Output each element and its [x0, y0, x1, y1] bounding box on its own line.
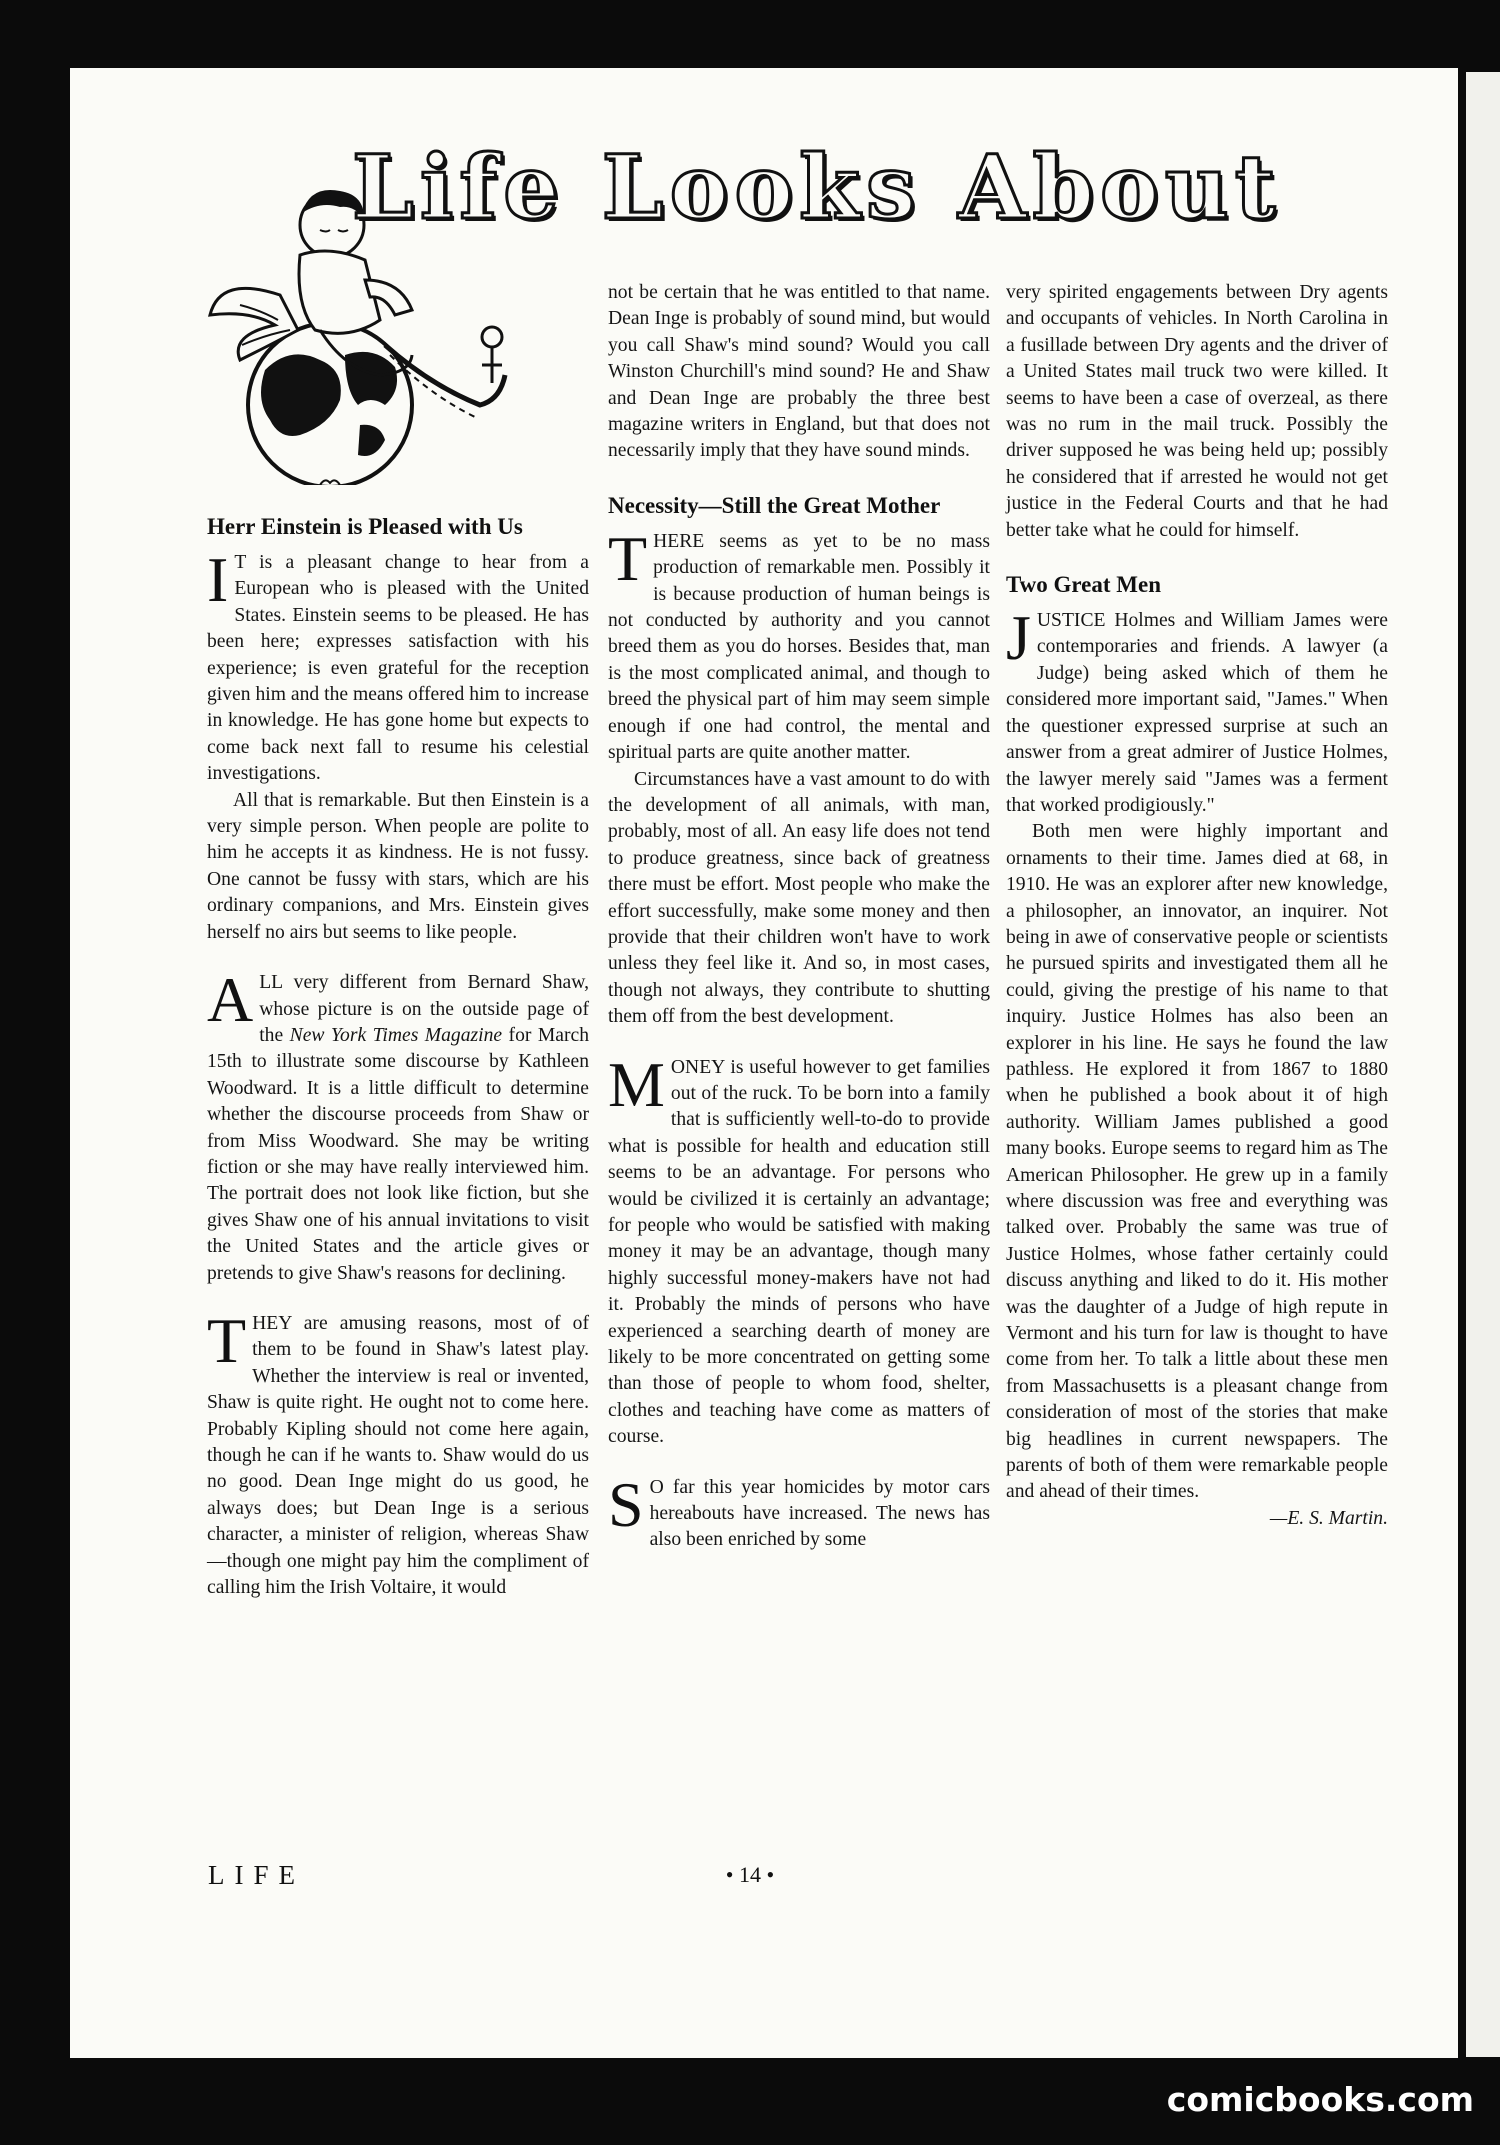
drop-cap: M: [608, 1048, 665, 1120]
drop-cap: I: [207, 544, 229, 615]
paragraph: [608, 1048, 990, 1451]
next-page-edge: [1466, 72, 1500, 2057]
paragraph: [207, 1304, 589, 1601]
paragraph-text: HEY are amusing reasons, most of of them to be found in Shaw's latest play. Whether the interview is real or invented, Shaw is quite right. He ought not to come here. Probably Kipling should not come here again, though he can if he wants to. Shaw would do us no good. Dean Inge might do us good, he always does; but Dean Inge is a serious character, a minister of religion, whereas Shaw—though one might pay him the compliment of calling him the Irish Voltaire, it would: [207, 1312, 589, 1599]
paragraph: Circumstances have a vast amount to do with the development of all animals, with man, probably, most of all. An easy life does not tend to produce greatness, since back of greatness there must be effort. Most people who make the effort successfully, make some money and then provide that their children won't have to work unless they feel like it. And so, in most cases, though not always, they contribute to shutting them off from the best development.: [608, 768, 990, 1028]
drop-cap: T: [207, 1304, 247, 1376]
paragraph-text: LL very different from Bernard Shaw, whose picture is on the outside page of the: [259, 972, 589, 1046]
section-heading-two-great-men: Two Great Men: [1006, 572, 1162, 598]
paragraph-text: for March 15th to illustrate some discourse by Kathleen Woodward. It is a little difficult to determine whether the discourse proceeds from Shaw or from Miss Woodward. She may be writing fiction or she may have really interviewed him. The portrait does not look like fiction, but she gives Shaw one of his annual invitations to visit the United States and the article gives or pretends to give Shaw's reasons for declining.: [207, 1024, 589, 1284]
paragraph-text: HERE seems as yet to be no mass production of remarkable men. Possibly it is because production of human beings is not conducted by authority and you cannot breed them as you do horses. Besides that, man is the most complicated animal, and though to breed the physical part of him may seem simple enough if one had control, the mental and spiritual parts are quite another matter.: [608, 530, 990, 764]
drop-cap: J: [1006, 602, 1031, 674]
magazine-title-italic: New York Times Magazine: [289, 1024, 503, 1046]
paragraph: Both men were highly important and ornaments to their time. James died at 68, in 1910. He was an explorer after new knowledge, a philosopher, an innovator, an inquirer. Not being in awe of conservative people or scientists he pursued spirits and investigated them all he could, giving the prestige of his name to that inquiry. Justice Holmes has also been an explorer in his line. He says he found the law pathless. He explored it from 1867 to 1880 when he published a book about it of high authority. William James published a good many books. Europe seems to regard him as The American Philosopher. He grew up in a family where discussion was free and everything was talked over. Probably the same was true of Justice Holmes, whose father certainly could discuss anything and liked to do it. His mother was the daughter of a Judge of high repute in Vermont and his turn for law is thought to have come from her. To talk a little about these men from Massachusetts is a pleasant change from consideration of most of the stories that make big headlines in current newspapers. The parents of both of them were remarkable people and ahead of their times.: [1006, 821, 1388, 1503]
paragraph-text: USTICE Holmes and William James were contemporaries and friends. A lawyer (a Judge) being asked which of them he considered more important said, "James." When the questioner expressed surprise at such an answer from a great admirer of Justice Holmes, the lawyer merely said "James was a ferment that worked prodigiously.": [1006, 610, 1388, 816]
masthead: [352, 112, 1382, 262]
paragraph: All that is remarkable. But then Einstein is a very simple person. When people are polite to him he accepts it as kindness. He is not fussy. One cannot be fussy with stars, which are his ordinary companions, and Mrs. Einstein gives herself no airs but seems to like people.: [207, 789, 589, 943]
article-column-2: [608, 280, 990, 1554]
paragraph-text: O far this year homicides by motor cars hereabouts have increased. The news has also been enriched by some: [649, 1476, 990, 1551]
page-number: • 14 •: [725, 1862, 775, 1887]
paragraph: [207, 544, 589, 788]
drop-cap: S: [608, 1468, 644, 1540]
paragraph: not be certain that he was entitled to that name. Dean Inge is probably of sound mind, but would you call Shaw's mind sound? Would you call Winston Churchill's mind sound? He and Shaw and Dean Inge are probably the three best magazine writers in England, but that does not necessarily imply that they have sound minds.: [608, 282, 990, 462]
paragraph: [207, 964, 589, 1287]
magazine-name-footer: LIFE: [208, 1860, 305, 1890]
site-watermark: comicbooks.com: [1166, 2080, 1474, 2119]
drop-cap: A: [207, 964, 254, 1036]
article-column-3: [1006, 280, 1388, 1532]
paragraph-text: T is a pleasant change to hear from a European who is pleased with the United States. Einstein seems to be pleased. He has been here; expresses satisfaction with his experience; is even grateful for the reception given him and the means offered him to increase in knowledge. He has gone home but expects to come back next fall to resume his celestial investigations.: [207, 552, 589, 785]
section-heading-einstein: Herr Einstein is Pleased with Us: [207, 514, 523, 539]
paragraph: very spirited engagements between Dry agents and occupants of vehicles. In North Carolina in a fusillade between Dry agents and the driver of a United States mail truck two were killed. It seems to have been a case of overzeal, as there was no rum in the mail truck. Possibly the driver supposed he was being held up; possibly he considered that if arrested he would not get justice in the Federal Courts and that he had better take what he could for himself.: [1006, 282, 1388, 541]
author-signature: —E. S. Martin.: [1269, 1507, 1388, 1529]
masthead-title: Life Looks About: [352, 135, 1282, 239]
paragraph-text: ONEY is useful however to get families out of the ruck. To be born into a family that is sufficiently well-to-do to provide what is possible for health and education still seems to be an advantage. For persons who would be civilized it is certainly an advantage; for people who would be satisfied with making money it may be an advantage, though many highly successful money-makers have not had it. Probably the minds of persons who have experienced a searching dearth of money are likely to be more concentrated on getting some than those of people to whom food, shelter, clothes and teaching have come as matters of course.: [608, 1056, 990, 1448]
paragraph: [608, 522, 990, 767]
article-column-1: [207, 512, 589, 1601]
drop-cap: T: [608, 522, 648, 594]
section-heading-necessity: Necessity—Still the Great Mother: [608, 492, 941, 518]
paragraph: [608, 1468, 990, 1554]
paragraph: [1006, 602, 1388, 819]
